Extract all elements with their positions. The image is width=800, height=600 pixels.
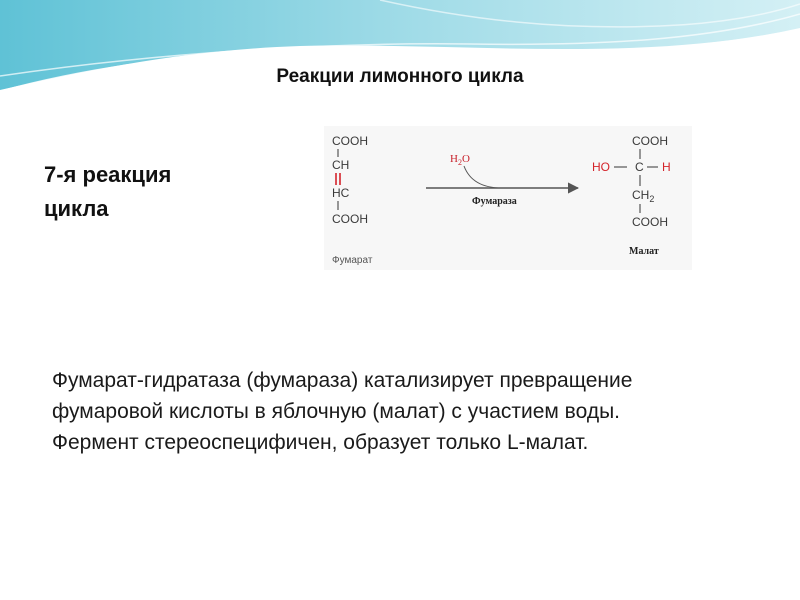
reaction-subtitle: [44, 158, 214, 226]
subtitle-line-2: цикла: [44, 196, 109, 221]
reaction-scheme: [324, 126, 692, 270]
slide-title: Реакции лимонного цикла: [276, 66, 524, 87]
fumarate-bottom-cooh: COOH: [332, 212, 368, 226]
fumarate-top-cooh: COOH: [332, 134, 368, 148]
enzyme-label: Фумараза: [472, 196, 517, 207]
description-line-3: Фермент стереоспецифичен, образует только L-малат.: [52, 431, 589, 454]
description-line-1: Фумарат-гидратаза (фумараза) катализирует превращение: [52, 369, 633, 392]
malate-top-cooh: COOH: [632, 134, 668, 148]
subtitle-line-1: 7-я реакция: [44, 162, 172, 187]
malate-ch2: $CH_2$: [632, 188, 655, 204]
fumarate-label: Фумарат: [332, 255, 373, 266]
malate-ho-group: HO: [592, 160, 610, 174]
malate-bottom-cooh: COOH: [632, 215, 668, 229]
malate-label: Малат: [629, 246, 659, 257]
fumarate-hc: HC: [332, 186, 350, 200]
header-wave-decoration: [0, 0, 800, 110]
description-line-2: фумаровой кислоты в яблочную (малат) с участием воды.: [52, 400, 620, 423]
malate-c: C: [635, 160, 644, 174]
water-reagent: $H_2O$: [450, 153, 470, 167]
malate-h-atom: H: [662, 160, 671, 174]
fumarate-ch: CH: [332, 158, 350, 172]
description-text: [52, 365, 772, 458]
